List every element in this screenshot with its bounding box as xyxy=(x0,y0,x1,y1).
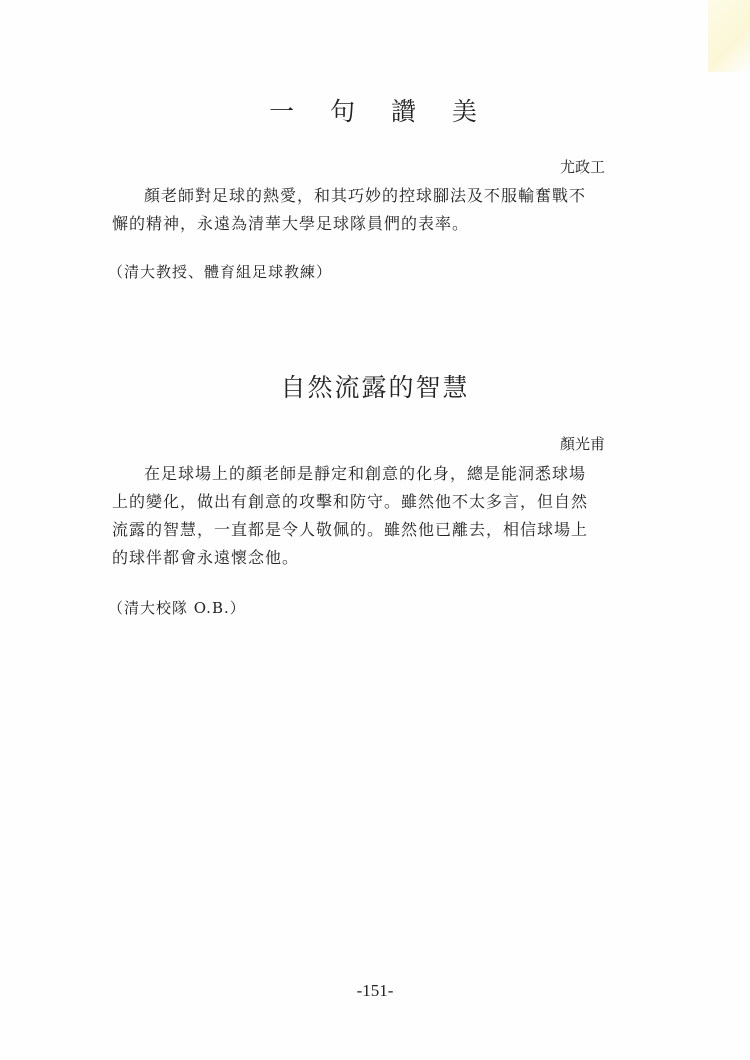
section-author: 顏光甫 xyxy=(559,435,605,453)
section-author: 尤政工 xyxy=(559,158,605,176)
paper-corner-tint xyxy=(708,0,750,72)
body-line: 上的變化，做出有創意的攻擊和防守。雖然他不太多言，但自然 xyxy=(112,492,589,511)
body-line: 在足球場上的顏老師是靜定和創意的化身，總是能洞悉球場 xyxy=(144,464,587,483)
body-line: 的球伴都會永遠懷念他。 xyxy=(112,548,300,567)
author-affiliation: （清大校隊 O.B.） xyxy=(108,599,246,617)
section-title: 一 句 讚 美 xyxy=(269,97,491,126)
body-line: 顏老師對足球的熱愛，和其巧妙的控球腳法及不服輸奮戰不 xyxy=(144,186,587,205)
section-title: 自然流露的智慧 xyxy=(280,373,470,402)
section-body xyxy=(112,182,608,238)
section-body xyxy=(112,460,608,572)
author-affiliation: （清大教授、體育組足球教練） xyxy=(108,263,333,281)
body-line: 懈的精神，永遠為清華大學足球隊員們的表率。 xyxy=(112,214,470,233)
page-number: -151- xyxy=(356,981,394,1000)
body-line: 流露的智慧，一直都是令人敬佩的。雖然他已離去，相信球場上 xyxy=(112,520,589,539)
